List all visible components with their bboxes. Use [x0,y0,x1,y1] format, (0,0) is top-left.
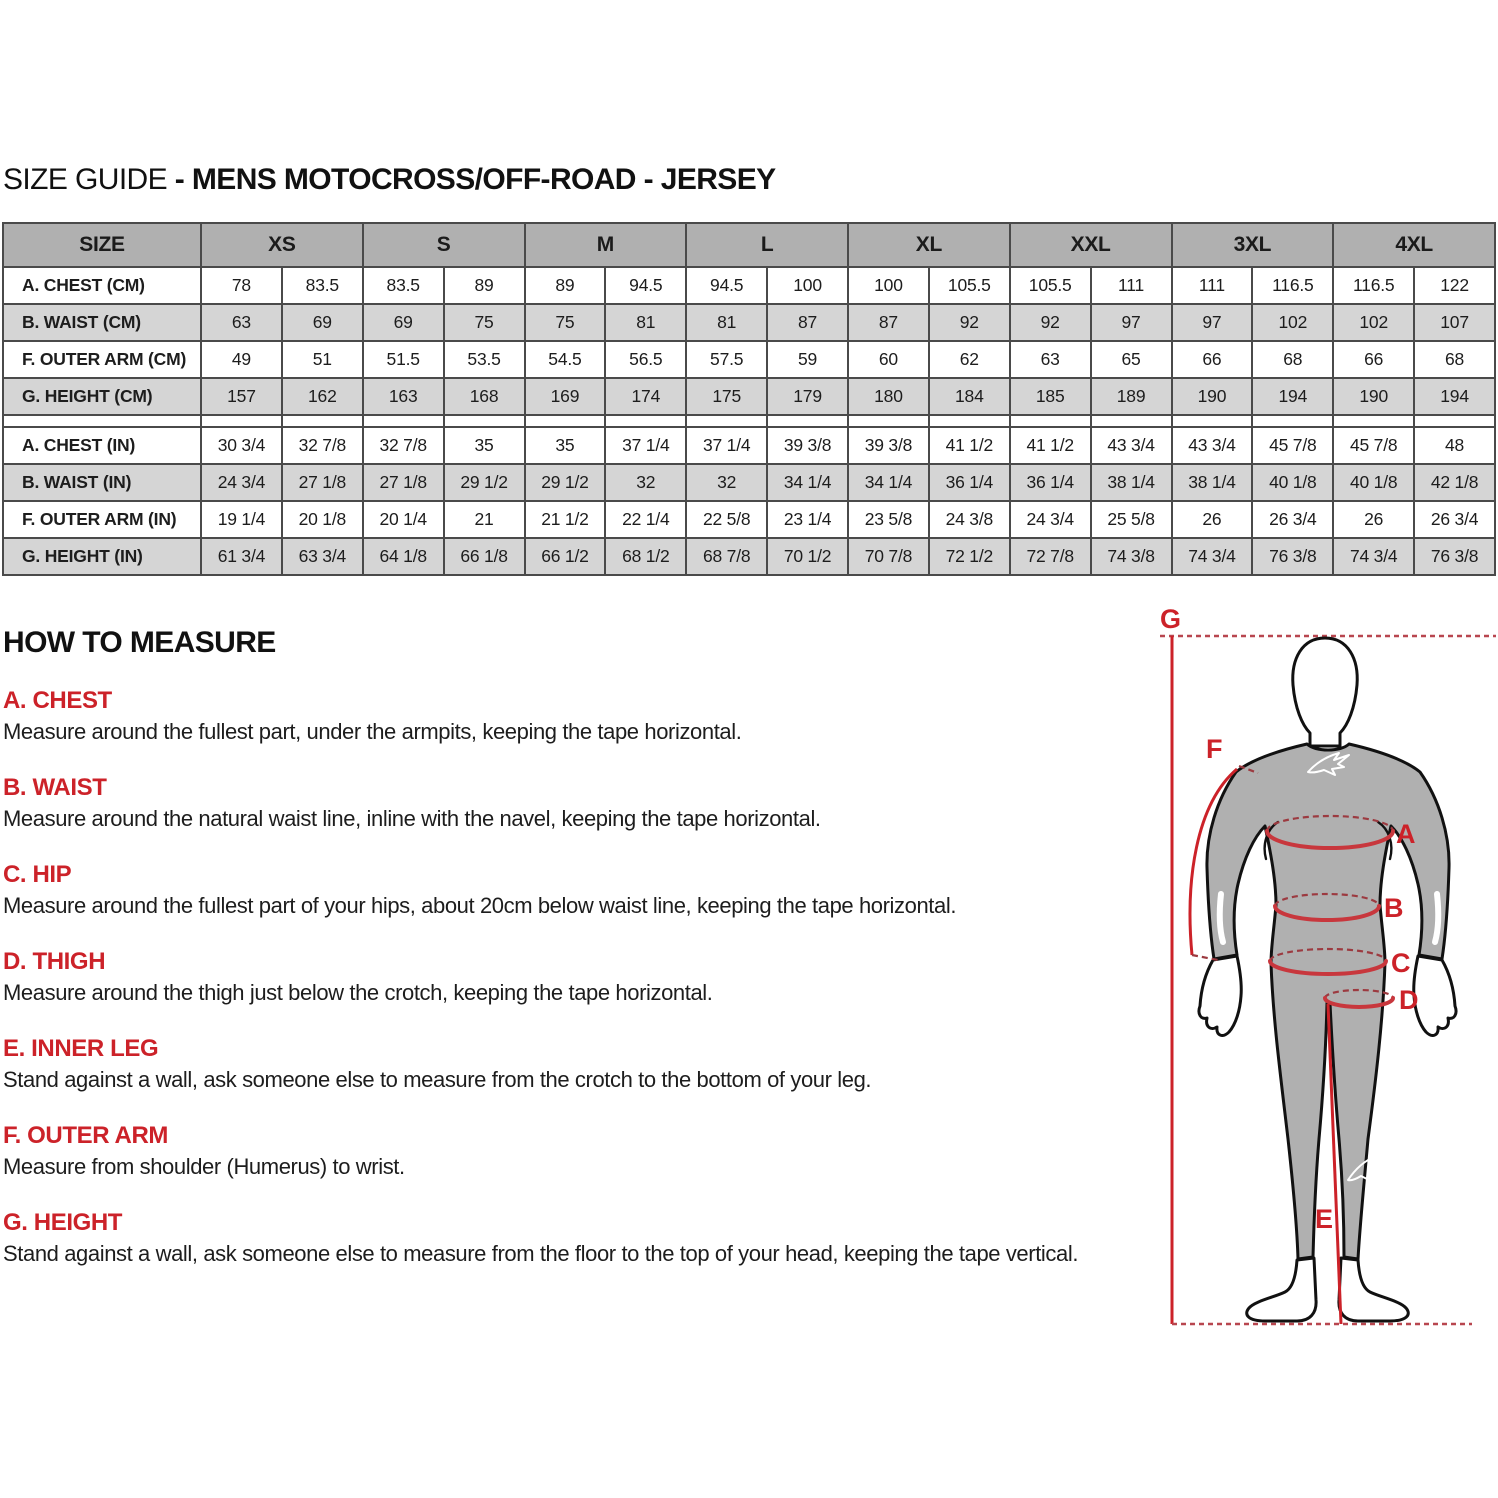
value-cell: 22 5/8 [686,501,767,538]
value-cell: 94.5 [605,267,686,304]
value-cell: 174 [605,378,686,415]
value-cell: 70 1/2 [767,538,848,575]
value-cell: 105.5 [929,267,1010,304]
measure-heading: A. CHEST [3,687,112,714]
value-cell: 89 [525,267,606,304]
value-cell: 69 [282,304,363,341]
figure-left-foot [1247,1258,1316,1321]
measure-heading: F. OUTER ARM [3,1122,168,1149]
value-cell: 60 [848,341,929,378]
value-cell: 32 7/8 [363,427,444,464]
measure-heading: D. THIGH [3,948,106,975]
value-cell: 66 [1333,341,1414,378]
page-title [3,163,776,197]
table-header-row [3,223,1495,267]
how-to-measure-title: HOW TO MEASURE [3,626,276,659]
label-a: A [1396,819,1416,849]
value-cell: 24 3/8 [929,501,1010,538]
value-cell: 34 1/4 [848,464,929,501]
value-cell: 65 [1091,341,1172,378]
value-cell: 68 [1252,341,1333,378]
size-col-header-xl: XL [848,223,1010,267]
value-cell: 83.5 [363,267,444,304]
measure-description: Stand against a wall, ask someone else to measure from the crotch to the bottom of your leg. [3,1067,872,1092]
value-cell: 97 [1091,304,1172,341]
value-cell: 87 [848,304,929,341]
measure-item-chest [3,687,1128,747]
size-col-header-xxl: XXL [1010,223,1172,267]
size-col-header-3xl: 3XL [1172,223,1334,267]
separator-cell [1010,415,1091,427]
value-cell: 40 1/8 [1333,464,1414,501]
measure-item-waist [3,774,1128,834]
measure-description: Measure around the natural waist line, inline with the navel, keeping the tape horizontal. [3,806,821,831]
value-cell: 81 [686,304,767,341]
value-cell: 189 [1091,378,1172,415]
measurement-diagram [1140,600,1498,1360]
left-forearm-logo-strip [1220,894,1223,942]
how-to-measure-section [3,626,1128,1269]
value-cell: 97 [1172,304,1253,341]
value-cell: 21 [444,501,525,538]
separator-cell [1252,415,1333,427]
value-cell: 87 [767,304,848,341]
value-cell: 63 3/4 [282,538,363,575]
size-col-header-xs: XS [201,223,363,267]
value-cell: 21 1/2 [525,501,606,538]
separator-cell [1333,415,1414,427]
value-cell: 62 [929,341,1010,378]
value-cell: 22 1/4 [605,501,686,538]
value-cell: 116.5 [1333,267,1414,304]
value-cell: 29 1/2 [525,464,606,501]
value-cell: 49 [201,341,282,378]
size-col-header-4xl: 4XL [1333,223,1495,267]
value-cell: 23 1/4 [767,501,848,538]
separator-cell [282,415,363,427]
measure-description: Measure around the fullest part of your hips, about 20cm below waist line, keeping the tape horizontal. [3,893,957,918]
separator-cell [686,415,767,427]
value-cell: 72 1/2 [929,538,1010,575]
value-cell: 63 [1010,341,1091,378]
table-separator-row [3,415,1495,427]
value-cell: 35 [444,427,525,464]
size-col-header-m: M [525,223,687,267]
measure-item-height [3,1209,1128,1269]
page-title-regular: SIZE GUIDE [3,163,175,196]
row-label-cell: A. CHEST (CM) [3,267,201,304]
value-cell: 37 1/4 [605,427,686,464]
measure-heading: E. INNER LEG [3,1035,159,1062]
value-cell: 105.5 [1010,267,1091,304]
value-cell: 92 [929,304,1010,341]
value-cell: 102 [1252,304,1333,341]
value-cell: 38 1/4 [1172,464,1253,501]
value-cell: 75 [525,304,606,341]
measure-item-hip [3,861,1128,921]
value-cell: 19 1/4 [201,501,282,538]
value-cell: 61 3/4 [201,538,282,575]
value-cell: 45 7/8 [1252,427,1333,464]
value-cell: 56.5 [605,341,686,378]
row-label-cell: G. HEIGHT (IN) [3,538,201,575]
value-cell: 74 3/8 [1091,538,1172,575]
value-cell: 76 3/8 [1414,538,1495,575]
table-row [3,341,1495,378]
value-cell: 26 [1172,501,1253,538]
label-b: B [1384,893,1404,923]
value-cell: 72 7/8 [1010,538,1091,575]
value-cell: 51.5 [363,341,444,378]
row-label-cell: G. HEIGHT (CM) [3,378,201,415]
measure-item-inner-leg [3,1035,1128,1095]
row-label-cell: B. WAIST (CM) [3,304,201,341]
value-cell: 63 [201,304,282,341]
table-row [3,464,1495,501]
value-cell: 169 [525,378,606,415]
value-cell: 64 1/8 [363,538,444,575]
value-cell: 20 1/4 [363,501,444,538]
value-cell: 68 [1414,341,1495,378]
value-cell: 107 [1414,304,1495,341]
value-cell: 54.5 [525,341,606,378]
label-f: F [1206,734,1223,764]
table-row [3,538,1495,575]
table-row [3,378,1495,415]
value-cell: 75 [444,304,525,341]
value-cell: 168 [444,378,525,415]
page-title-bold: - MENS MOTOCROSS/OFF-ROAD - JERSEY [174,163,776,196]
value-cell: 69 [363,304,444,341]
value-cell: 190 [1333,378,1414,415]
separator-cell [1091,415,1172,427]
separator-cell [1414,415,1495,427]
value-cell: 157 [201,378,282,415]
table-row [3,304,1495,341]
value-cell: 89 [444,267,525,304]
label-d: D [1399,985,1419,1015]
figure-right-foot [1339,1258,1408,1321]
separator-cell [605,415,686,427]
value-cell: 163 [363,378,444,415]
value-cell: 27 1/8 [282,464,363,501]
value-cell: 184 [929,378,1010,415]
figure-head [1293,638,1357,746]
value-cell: 81 [605,304,686,341]
right-forearm-logo-strip [1435,894,1438,942]
separator-cell [3,415,201,427]
value-cell: 39 3/8 [767,427,848,464]
value-cell: 100 [767,267,848,304]
value-cell: 57.5 [686,341,767,378]
row-label-cell: B. WAIST (IN) [3,464,201,501]
value-cell: 24 3/4 [1010,501,1091,538]
value-cell: 66 [1172,341,1253,378]
separator-cell [525,415,606,427]
value-cell: 25 5/8 [1091,501,1172,538]
value-cell: 26 3/4 [1252,501,1333,538]
value-cell: 43 3/4 [1172,427,1253,464]
value-cell: 20 1/8 [282,501,363,538]
value-cell: 30 3/4 [201,427,282,464]
value-cell: 24 3/4 [201,464,282,501]
value-cell: 102 [1333,304,1414,341]
value-cell: 66 1/2 [525,538,606,575]
value-cell: 116.5 [1252,267,1333,304]
separator-cell [444,415,525,427]
separator-cell [929,415,1010,427]
measure-heading: G. HEIGHT [3,1209,123,1236]
value-cell: 32 [686,464,767,501]
measure-description: Measure around the fullest part, under the armpits, keeping the tape horizontal. [3,719,742,744]
separator-cell [767,415,848,427]
separator-cell [201,415,282,427]
value-cell: 42 1/8 [1414,464,1495,501]
value-cell: 32 7/8 [282,427,363,464]
value-cell: 34 1/4 [767,464,848,501]
table-row [3,427,1495,464]
value-cell: 38 1/4 [1091,464,1172,501]
value-cell: 32 [605,464,686,501]
value-cell: 27 1/8 [363,464,444,501]
row-label-cell: F. OUTER ARM (IN) [3,501,201,538]
value-cell: 162 [282,378,363,415]
value-cell: 45 7/8 [1333,427,1414,464]
value-cell: 111 [1091,267,1172,304]
size-table [2,222,1496,576]
value-cell: 66 1/8 [444,538,525,575]
value-cell: 94.5 [686,267,767,304]
size-col-header-l: L [686,223,848,267]
value-cell: 180 [848,378,929,415]
value-cell: 43 3/4 [1091,427,1172,464]
value-cell: 26 [1333,501,1414,538]
value-cell: 185 [1010,378,1091,415]
separator-cell [1172,415,1253,427]
value-cell: 51 [282,341,363,378]
value-cell: 68 7/8 [686,538,767,575]
value-cell: 59 [767,341,848,378]
value-cell: 190 [1172,378,1253,415]
value-cell: 36 1/4 [1010,464,1091,501]
measure-item-outer-arm [3,1122,1128,1182]
table-row [3,267,1495,304]
value-cell: 23 5/8 [848,501,929,538]
value-cell: 194 [1414,378,1495,415]
value-cell: 53.5 [444,341,525,378]
separator-cell [363,415,444,427]
value-cell: 100 [848,267,929,304]
size-header-cell: SIZE [3,223,201,267]
value-cell: 92 [1010,304,1091,341]
value-cell: 74 3/4 [1172,538,1253,575]
value-cell: 74 3/4 [1333,538,1414,575]
table-row [3,501,1495,538]
value-cell: 76 3/8 [1252,538,1333,575]
value-cell: 175 [686,378,767,415]
value-cell: 179 [767,378,848,415]
label-c: C [1391,948,1411,978]
value-cell: 39 3/8 [848,427,929,464]
value-cell: 122 [1414,267,1495,304]
row-label-cell: A. CHEST (IN) [3,427,201,464]
value-cell: 83.5 [282,267,363,304]
measure-item-thigh [3,948,1128,1008]
value-cell: 194 [1252,378,1333,415]
separator-cell [848,415,929,427]
value-cell: 35 [525,427,606,464]
value-cell: 41 1/2 [1010,427,1091,464]
measure-description: Stand against a wall, ask someone else to measure from the floor to the top of your head, keeping the tape vertical. [3,1241,1079,1266]
value-cell: 70 7/8 [848,538,929,575]
value-cell: 68 1/2 [605,538,686,575]
value-cell: 41 1/2 [929,427,1010,464]
value-cell: 36 1/4 [929,464,1010,501]
value-cell: 111 [1172,267,1253,304]
figure-left-hand [1199,956,1241,1035]
measure-heading: C. HIP [3,861,72,888]
measure-heading: B. WAIST [3,774,107,801]
measure-description: Measure around the thigh just below the crotch, keeping the tape horizontal. [3,980,713,1005]
measure-description: Measure from shoulder (Humerus) to wrist. [3,1154,405,1179]
value-cell: 78 [201,267,282,304]
row-label-cell: F. OUTER ARM (CM) [3,341,201,378]
label-g: G [1160,604,1182,634]
size-col-header-s: S [363,223,525,267]
value-cell: 48 [1414,427,1495,464]
value-cell: 26 3/4 [1414,501,1495,538]
value-cell: 37 1/4 [686,427,767,464]
figure-right-hand [1414,956,1456,1035]
label-e: E [1315,1204,1334,1234]
value-cell: 40 1/8 [1252,464,1333,501]
value-cell: 29 1/2 [444,464,525,501]
